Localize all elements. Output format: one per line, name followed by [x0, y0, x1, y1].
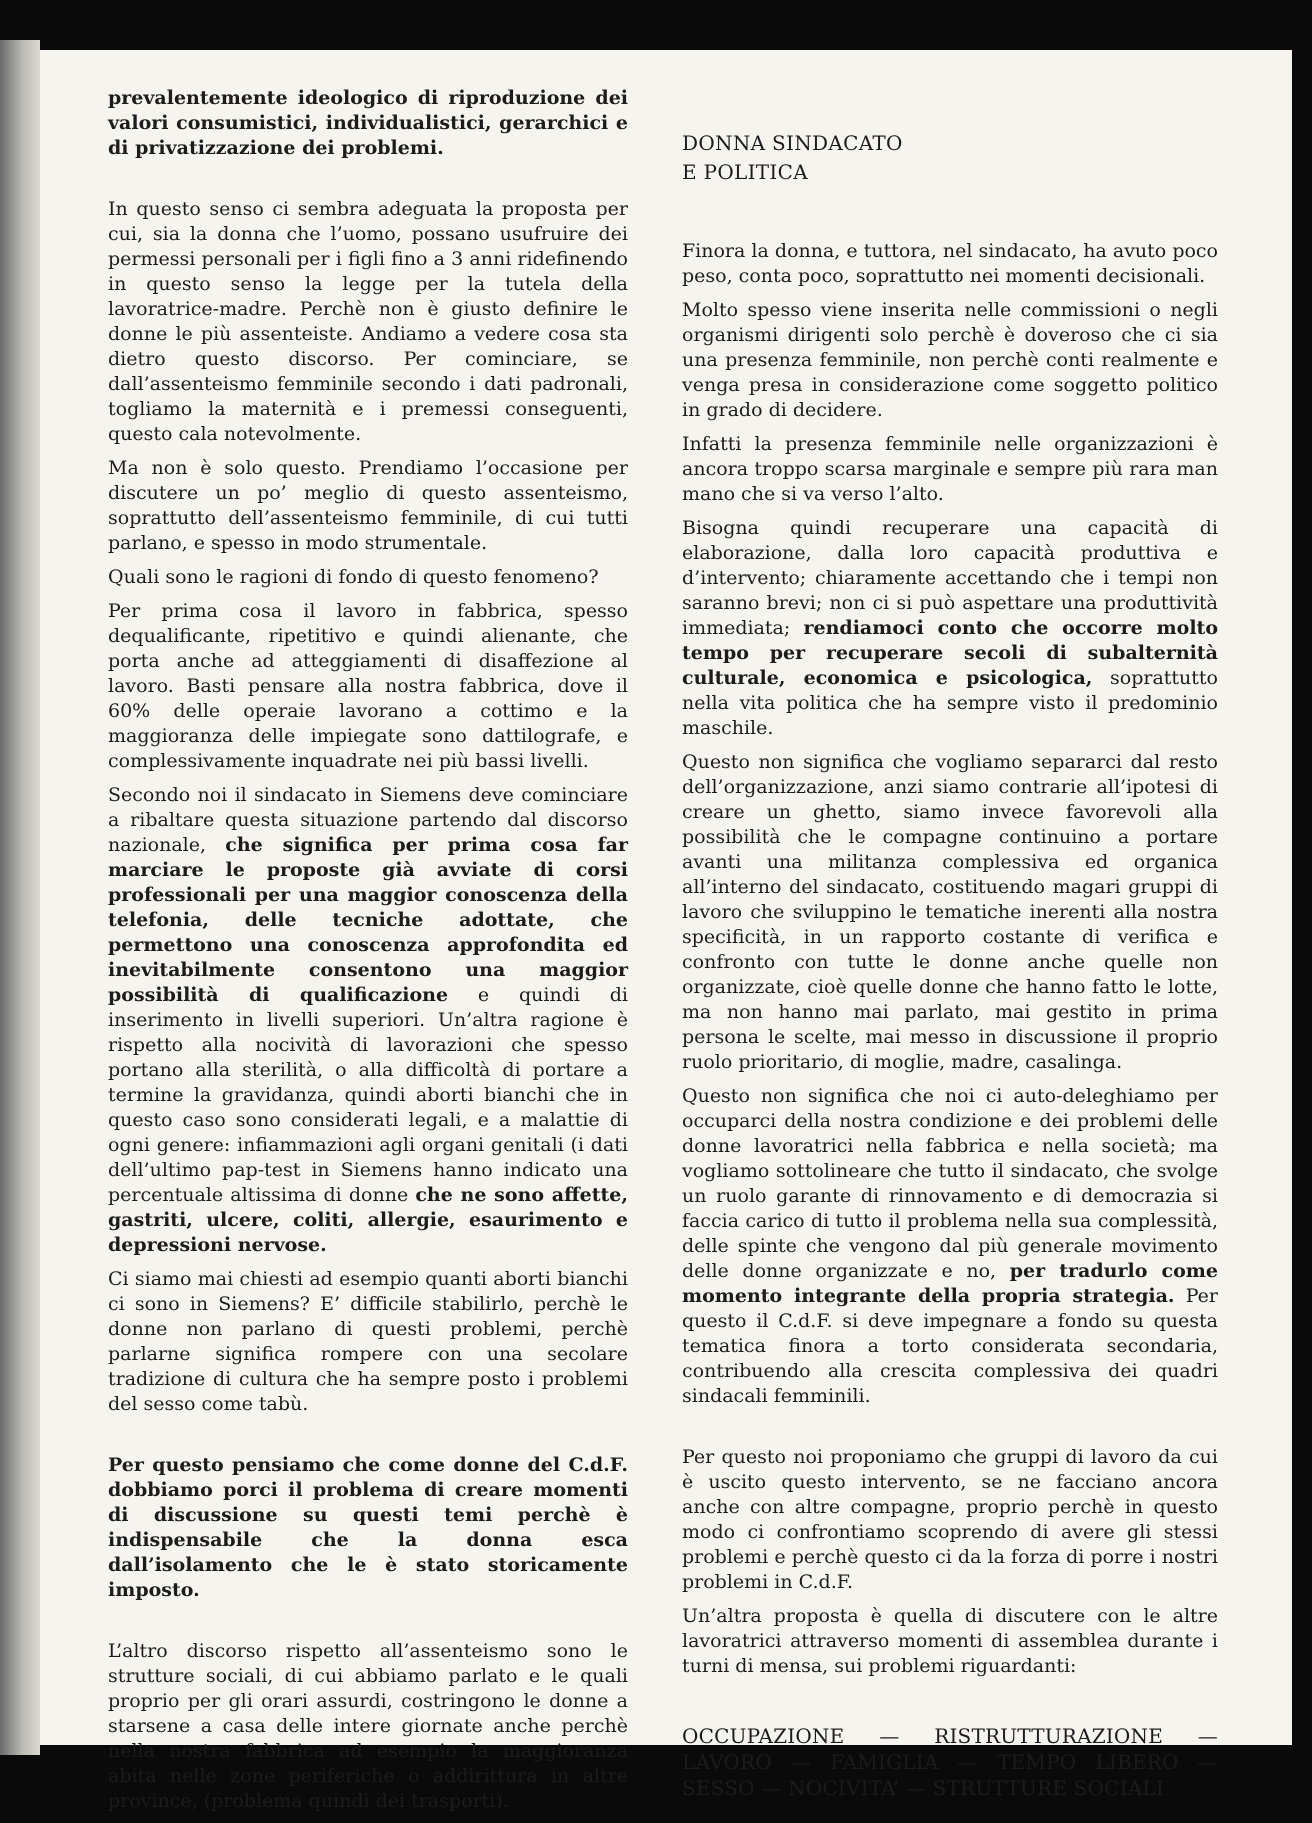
text-run: Un’altra proposta è quella di discutere con le altre lavoratrici attraverso momenti di assemblea durante i turni di mensa, sui problemi riguardanti: [682, 1605, 1218, 1677]
text-run: soprattutto nella vita politica che ha sempre visto il predominio maschile. [682, 667, 1218, 739]
text-run: Questo non significa che vogliamo separarci dal resto dell’organizzazione, anzi siamo contrarie all’ipotesi di creare un ghetto, siamo invece favorevoli alla possibilità che le compagne continuino a portare avanti una militanza complessiva ed organica all’interno del sindacato, costituendo magari gruppi di lavoro che sviluppino le tematiche inerenti alla nostra specificità, in un rapporto costante di verifica e confronto con tutte le donne anche quelle non organizzate, cioè quelle donne che hanno fatto le lotte, ma non hanno mai parlato, mai gestito in prima persona le scelte, mai messo in discussione il proprio ruolo prioritario, di moglie, madre, casalinga. [682, 751, 1218, 1073]
paragraph [108, 599, 628, 774]
section-heading-line-2: E POLITICA [682, 160, 808, 184]
paragraph [108, 86, 628, 161]
section-heading-line-1: DONNA SINDACATO [682, 131, 903, 155]
text-run: Ci siamo mai chiesti ad esempio quanti aborti bianchi ci sono in Siemens? E’ difficile stabilirlo, perchè le donne non parlano di questi problemi, perchè parlarne significa rompere con una secolare tradizione di cultura che ha sempre posto i problemi del sesso come tabù. [108, 1268, 628, 1415]
scanned-page [40, 50, 1292, 1812]
paragraph [682, 1445, 1218, 1595]
bold-text-run: Per questo pensiamo che come donne del C.d.F. dobbiamo porci il problema di creare momenti di discussione su questi temi perchè è indispensabile che la donna esca dall’isolamento che le è stato storicamente imposto. [108, 1454, 628, 1601]
text-run: Secondo noi il sindacato in Siemens deve cominciare a ribaltare questa situazione partendo dal discorso nazionale, [108, 784, 628, 856]
paragraph [682, 516, 1218, 741]
left-column [108, 86, 628, 1823]
right-column-body [682, 239, 1218, 1679]
text-run: L’altro discorso rispetto all’assenteismo sono le strutture sociali, di cui abbiamo parlato e le quali proprio per gli orari assurdi, costringono le donne a starsene a casa delle intere giornate anche perchè nella nostra fabbrica ad esempio la maggioranza abita nelle zone periferiche o addirittura in altre province, (problema quindi dei trasporti). [108, 1640, 628, 1812]
text-run: Quali sono le ragioni di fondo di questo fenomeno? [108, 566, 599, 588]
binding-edge [0, 40, 40, 1755]
paragraph [108, 1267, 628, 1417]
paragraph [682, 239, 1218, 289]
bold-text-run: rendiamoci conto che occorre molto tempo per recuperare secoli di subalternità culturale, economica e psicologica, [682, 617, 1219, 689]
paragraph [108, 197, 628, 447]
bold-text-run: per tradurlo come momento integrante della propria strategia. [682, 1260, 1218, 1307]
text-run: e quindi di inserimento in livelli superiori. Un’altra ragione è rispetto alla nocività di lavorazioni che spesso portano alla sterilità, o alla difficoltà di portare a termine la gravidanza, quindi aborti bianchi che in questo caso sono considerati legali, e a malattie di ogni genere: infiammazioni agli organi genitali (i dati dell’ultimo pap-test in Siemens hanno indicato una percentuale altissima di donne [108, 984, 628, 1206]
text-run: Per questo il C.d.F. si deve impegnare a fondo su questa tematica finora a torto considerata secondaria, contribuendo alla crescita complessiva dei quadri sindacali femminili. [682, 1285, 1219, 1407]
paragraph [108, 456, 628, 556]
paragraph [108, 1639, 628, 1814]
paragraph [108, 783, 628, 1258]
section-heading [682, 129, 1218, 187]
bold-text-run: che ne sono affette, gastriti, ulcere, coliti, allergie, esaurimento e depressioni nervose. [108, 1184, 629, 1256]
text-run: Molto spesso viene inserita nelle commissioni o negli organismi dirigenti solo perchè è doveroso che ci sia una presenza femminile, non perchè conti realmente e venga presa in considerazione come soggetto politico in grado di decidere. [682, 299, 1218, 421]
bold-text-run: prevalentemente ideologico di riproduzione dei valori consumistici, individualistici, gerarchici e di privatizzazione dei problemi. [108, 87, 628, 159]
text-run: Questo non significa che noi ci auto-deleghiamo per occuparci della nostra condizione e dei problemi delle donne lavoratrici nella fabbrica e nella società; ma vogliamo sottolineare che tutto il sindacato, che svolge un ruolo garante di rinnovamento e di democrazia si faccia carico di tutto il problema nella sua complessità, delle spinte che vengono dal più generale movimento delle donne organizzate e no, [682, 1085, 1218, 1282]
right-column [682, 86, 1218, 1821]
text-run: Per questo noi proponiamo che gruppi di lavoro da cui è uscito questo intervento, se ne facciano ancora anche con altre compagne, proprio perchè in questo modo ci confrontiamo scoprendo di avere gli stessi problemi e perchè questo ci da la forza di porre i nostri problemi in C.d.F. [682, 1446, 1218, 1593]
paragraph [108, 1453, 628, 1603]
text-run: Bisogna quindi recuperare una capacità di elaborazione, dalla loro capacità produttiva e d’intervento; chiaramente accettando che i tempi non saranno brevi; non ci si può aspettare una produttività immediata; [682, 517, 1218, 639]
topics-list: OCCUPAZIONE — RISTRUTTURAZIONE — LAVORO — FAMIGLIA — TEMPO LIBERO — SESSO — NOCIVITA’ — STRUTTURE SOCIALI [682, 1724, 1218, 1800]
paragraph [682, 750, 1218, 1075]
paragraph [682, 1084, 1218, 1409]
text-run: Finora la donna, e tuttora, nel sindacato, ha avuto poco peso, conta poco, soprattutto nei momenti decisionali. [682, 240, 1218, 287]
text-run: Ma non è solo questo. Prendiamo l’occasione per discutere un po’ meglio di questo assenteismo, soprattutto dell’assenteismo femminile, di cui tutti parlano, e spesso in modo strumentale. [108, 457, 628, 554]
paragraph [682, 1604, 1218, 1679]
text-run: Infatti la presenza femminile nelle organizzazioni è ancora troppo scarsa marginale e sempre più rara man mano che si va verso l’alto. [682, 433, 1218, 505]
paragraph [682, 432, 1218, 507]
text-run: In questo senso ci sembra adeguata la proposta per cui, sia la donna che l’uomo, possano usufruire dei permessi personali per i figli fino a 3 anni ridefinendo in questo senso la legge per la tutela della lavoratrice-madre. Perchè non è giusto definire le donne le più assenteiste. Andiamo a vedere cosa sta dietro questo discorso. Per cominciare, se dall’assenteismo femminile secondo i dati padronali, togliamo la maternità e i premessi conseguenti, questo cala notevolmente. [108, 198, 628, 445]
paragraph [108, 565, 628, 590]
paragraph [682, 298, 1218, 423]
text-run: Per prima cosa il lavoro in fabbrica, spesso dequalificante, ripetitivo e quindi alienante, che porta anche ad atteggiamenti di disaffezione al lavoro. Basti pensare alla nostra fabbrica, dove il 60% delle operaie lavorano a cottimo e la maggioranza delle impiegate sono dattilografe, e complessivamente inquadrate nei più bassi livelli. [108, 600, 628, 772]
bold-text-run: che significa per prima cosa far marciare le proposte già avviate di corsi professionali per una maggior conoscenza della telefonia, delle tecniche adottate, che permettono una conoscenza approfondita ed inevitabilmente consentono una maggior possibilità di qualificazione [108, 834, 628, 1006]
